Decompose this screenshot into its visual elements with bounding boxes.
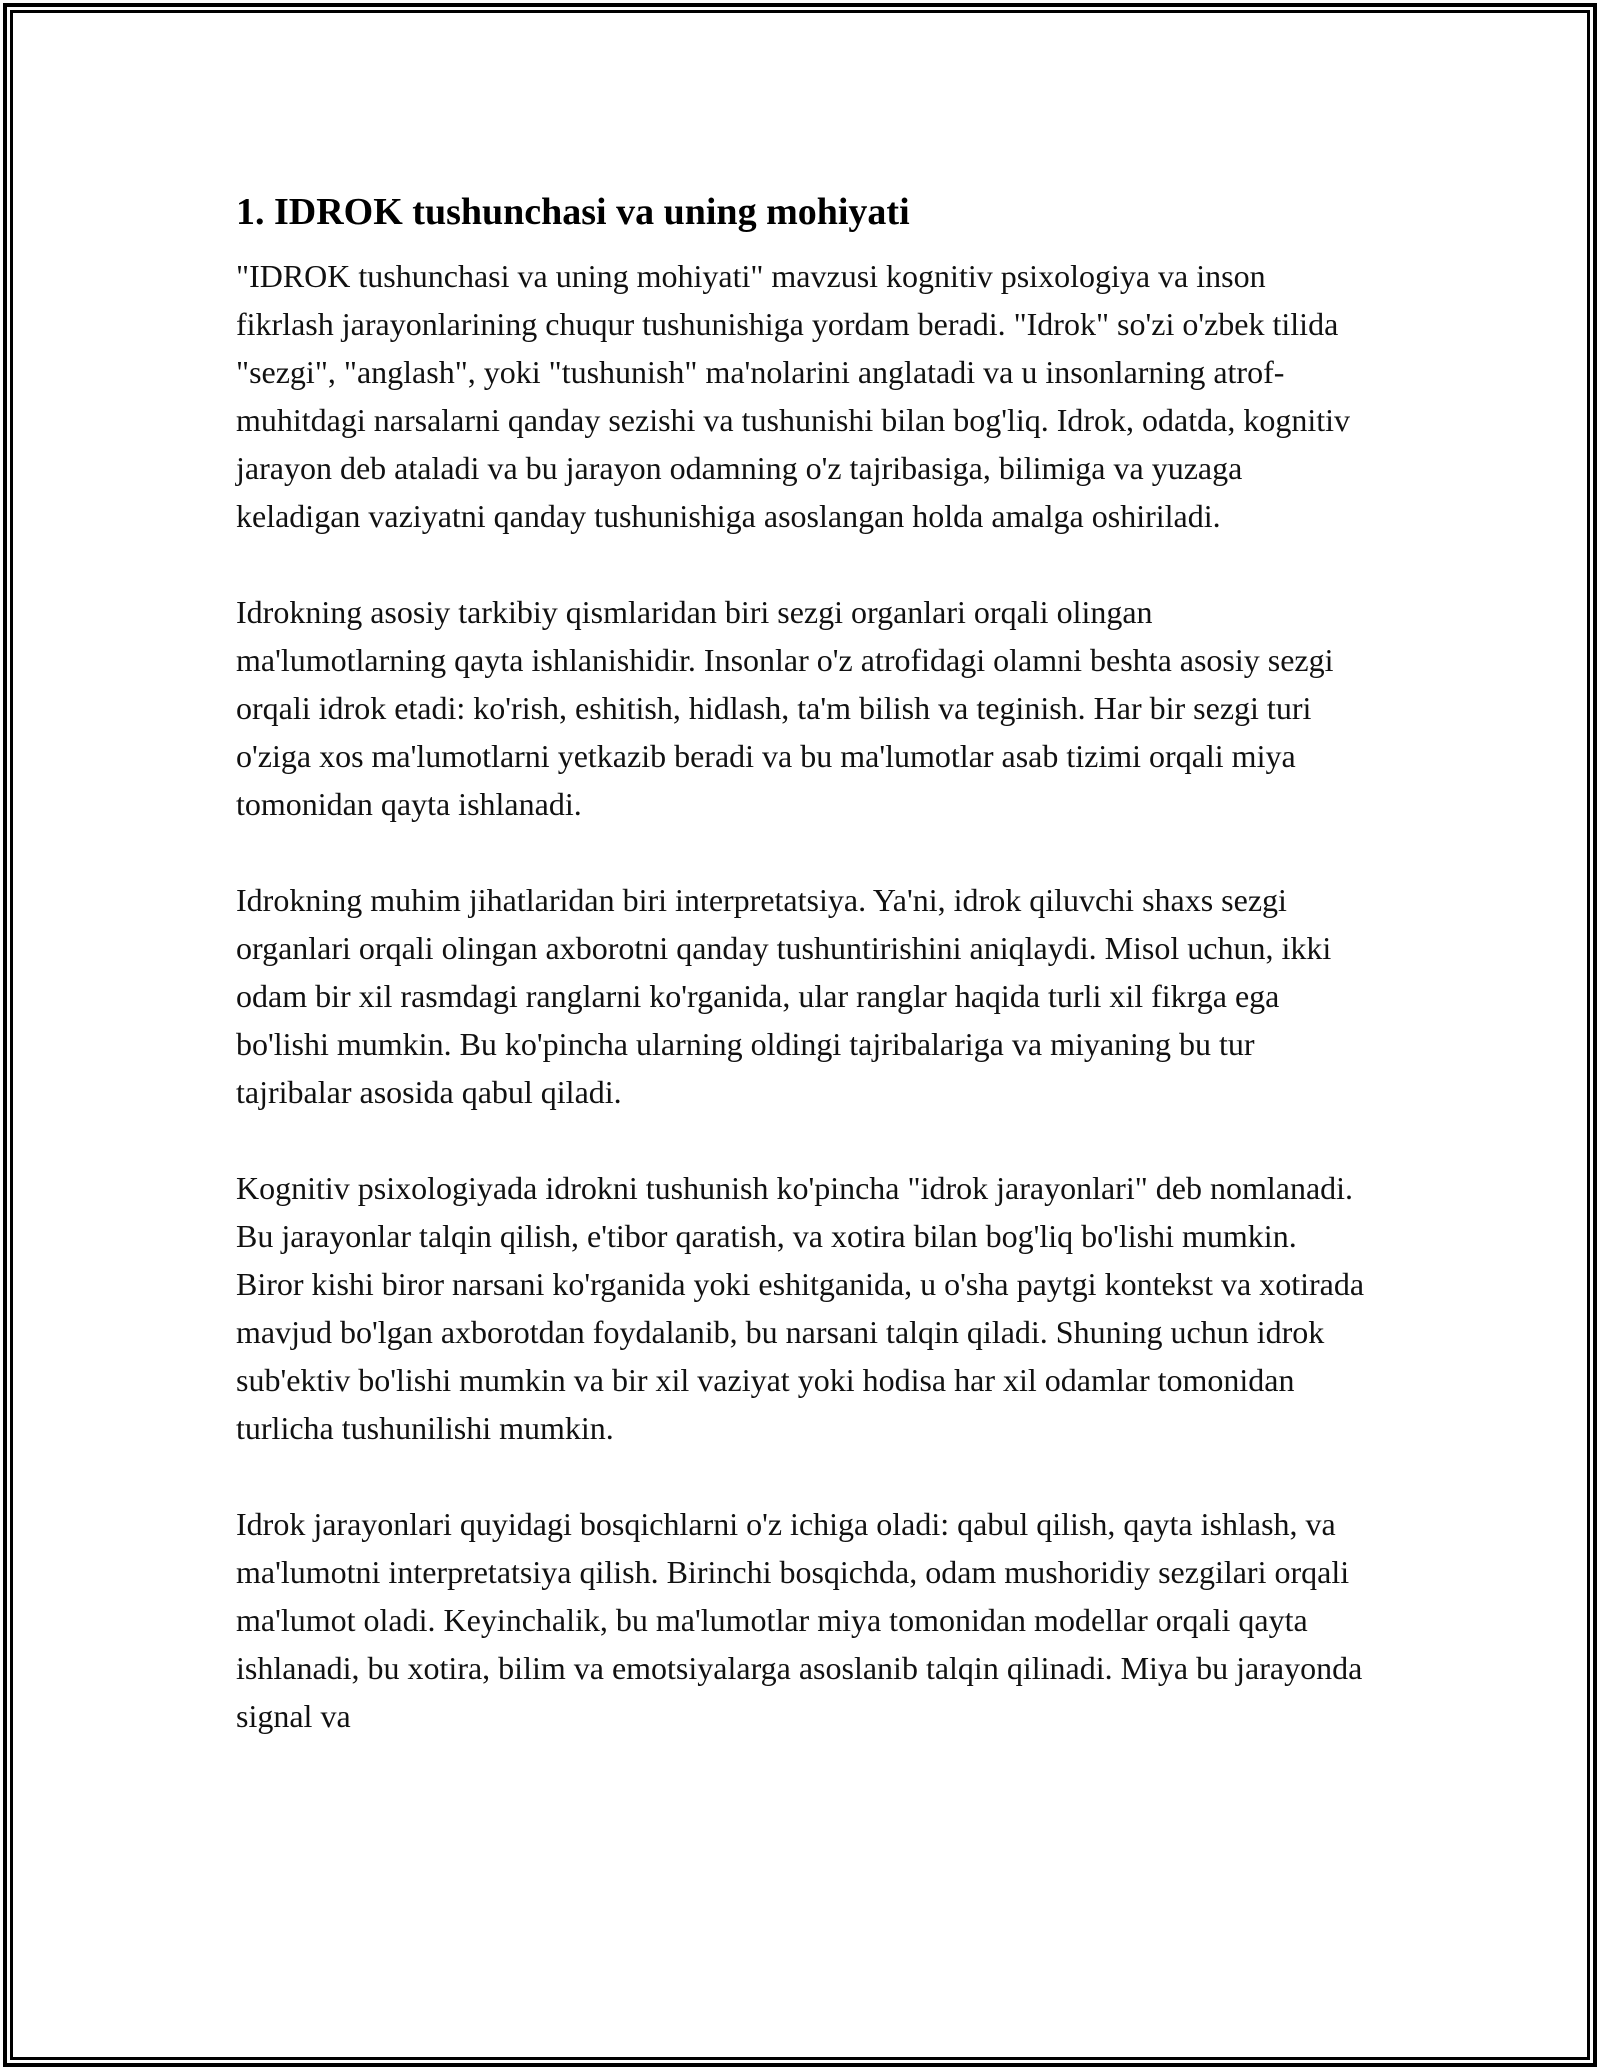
section-heading: 1. IDROK tushunchasi va uning mohiyati [236, 191, 910, 233]
paragraph-1: "IDROK tushunchasi va uning mohiyati" mavzusi kognitiv psixologiya va inson fikrlash jarayonlarining chuqur tushunishiga yordam beradi. "Idrok" so'zi o'zbek tilida "sezgi", "anglash", yoki "tushunish" ma'nolarini anglatadi va u insonlarning atrof-muhitdagi narsalarni qanday sezishi va tushunishi bilan bog'liq. Idrok, odatda, kognitiv jarayon deb ataladi va bu jarayon odamning o'z tajribasiga, bilimiga va yuzaga keladigan vaziyatni qanday tushunishiga asoslangan holda amalga oshiriladi. [236, 258, 1351, 534]
paragraph-3: Idrokning muhim jihatlaridan biri interpretatsiya. Ya'ni, idrok qiluvchi shaxs sezgi organlari orqali olingan axborotni qanday tushuntirishini aniqlaydi. Misol uchun, ikki odam bir xil rasmdagi ranglarni ko'rganida, ular ranglar haqida turli xil fikrga ega bo'lishi mumkin. Bu ko'pincha ularning oldingi tajribalariga va miyaning bu tur tajribalar asosida qabul qiladi. [236, 882, 1332, 1110]
paragraph-5: Idrok jarayonlari quyidagi bosqichlarni o'z ichiga oladi: qabul qilish, qayta ishlash, va ma'lumotni interpretatsiya qilish. Birinchi bosqichda, odam mushoridiy sezgilari orqali ma'lumot oladi. Keyinchalik, bu ma'lumotlar miya tomonidan modellar orqali qayta ishlanadi, bu xotira, bilim va emotsiyalarga asoslanib talqin qilinadi. Miya bu jarayonda signal va [236, 1506, 1363, 1734]
document-body [236, 186, 1366, 1788]
paragraph-4: Kognitiv psixologiyada idrokni tushunish ko'pincha "idrok jarayonlari" deb nomlanadi. Bu jarayonlar talqin qilish, e'tibor qaratish, va xotira bilan bog'liq bo'lishi mumkin. Biror kishi biror narsani ko'rganida yoki eshitganida, u o'sha paytgi kontekst va xotirada mavjud bo'lgan axborotdan foydalanib, bu narsani talqin qiladi. Shuning uchun idrok sub'ektiv bo'lishi mumkin va bir xil vaziyat yoki hodisa har xil odamlar tomonidan turlicha tushunilishi mumkin. [236, 1170, 1365, 1446]
paragraph-2: Idrokning asosiy tarkibiy qismlaridan biri sezgi organlari orqali olingan ma'lumotlarning qayta ishlanishidir. Insonlar o'z atrofidagi olamni beshta asosiy sezgi orqali idrok etadi: ko'rish, eshitish, hidlash, ta'm bilish va teginish. Har bir sezgi turi o'ziga xos ma'lumotlarni yetkazib beradi va bu ma'lumotlar asab tizimi orqali miya tomonidan qayta ishlanadi. [236, 594, 1334, 822]
